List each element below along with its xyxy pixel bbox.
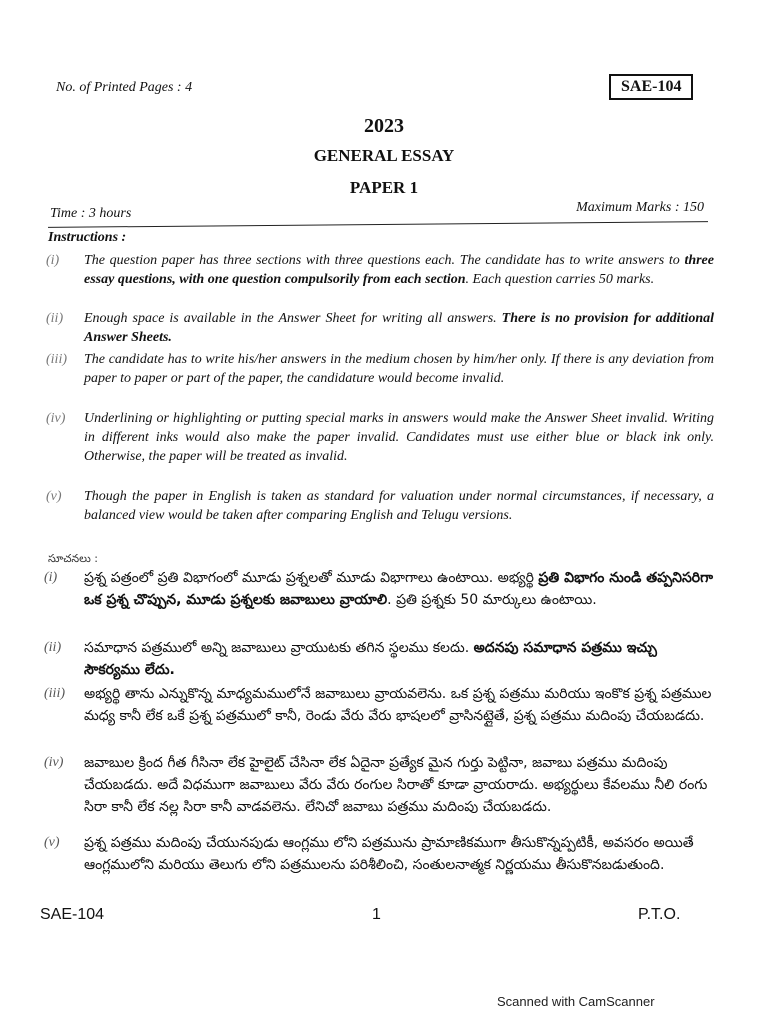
maximum-marks: Maximum Marks : 150 bbox=[576, 200, 704, 215]
telugu-item-number: (iii) bbox=[44, 686, 65, 701]
telugu-item-text bbox=[84, 637, 716, 681]
instruction-number: (i) bbox=[46, 253, 60, 268]
instruction-emphasis: three essay questions, with one question compulsorily from each section bbox=[84, 253, 714, 287]
telugu-item-2 bbox=[44, 637, 716, 681]
instruction-item-2 bbox=[46, 309, 714, 347]
telugu-item-3 bbox=[44, 683, 716, 727]
header-divider bbox=[48, 221, 708, 228]
instruction-text bbox=[84, 251, 714, 289]
instruction-emphasis: There is no provision for additional Answer Sheets. bbox=[84, 311, 715, 345]
time-allowed: Time : 3 hours bbox=[50, 206, 132, 221]
telugu-item-1 bbox=[44, 567, 716, 611]
telugu-text-part: . ప్రతి ప్రశ్నకు 50 మార్కులు ఉంటాయి. bbox=[387, 592, 597, 608]
scanner-watermark: Scanned with CamScanner bbox=[497, 994, 655, 1009]
telugu-emphasis: ప్రతి విభాగం నుండి తప్పనిసరిగా ఒక ప్రశ్న చొప్పున, మూడు ప్రశ్నలకు జవాబులు వ్రాయాలి bbox=[84, 570, 713, 608]
instruction-item-1 bbox=[46, 251, 714, 289]
telugu-text-part: సమాధాన పత్రములో అన్ని జవాబులు వ్రాయుటకు తగిన స్థలము కలదు. bbox=[84, 640, 474, 656]
telugu-item-text: ప్రశ్న పత్రము మదింపు చేయునపుడు ఆంగ్లము లోని పత్రమును ప్రామాణికముగా తీసుకొన్నప్పటికీ, అవసరం అయితే ఆంగ్లములోని మరియు తెలుగు లోని పత్రములను పరిశీలించి, సంతులనాత్మక నిర్ణయము తీసుకొనబడుతుంది. bbox=[84, 835, 694, 873]
instructions-heading: Instructions : bbox=[48, 230, 127, 245]
telugu-item-text bbox=[84, 567, 716, 611]
instruction-text: Though the paper in English is taken as standard for valuation under normal circumstances, if necessary, a balanced view would be taken after comparing English and Telugu versions. bbox=[84, 489, 714, 523]
instruction-number: (iv) bbox=[46, 411, 66, 426]
telugu-item-number: (iv) bbox=[44, 755, 64, 770]
telugu-item-text: జవాబుల క్రింద గీత గీసినా లేక హైలైట్ చేసినా లేక ఏదైనా ప్రత్యేక మైన గుర్తు పెట్టినా, జవాబు పత్రము మదింపు చేయబడదు. అదే విధముగా జవాబులు వేరు వేరు రంగుల సిరాతో కూడా వ్రాయరాదు. అభ్యర్థులు కేవలము నీలి రంగు సిరా కానీ లేక నల్ల సిరా కానీ వాడవలెను. లేనిచో జవాబు పత్రము మదింపు చేయబడదు. bbox=[84, 755, 708, 815]
instruction-item-3 bbox=[46, 350, 714, 388]
telugu-item-number: (ii) bbox=[44, 640, 62, 655]
instruction-text: Underlining or highlighting or putting special marks in answers would make the Answer Sheet invalid. Writing in different inks would also make the paper invalid. Candidates must use either blue or black ink only. Otherwise, the paper will be treated as invalid. bbox=[84, 411, 714, 464]
telugu-emphasis: అదనపు సమాధాన పత్రము ఇచ్చు సౌకర్యము లేదు. bbox=[84, 640, 657, 678]
instruction-number: (ii) bbox=[46, 311, 64, 326]
footer-paper-code: SAE-104 bbox=[40, 906, 105, 923]
instruction-item-4 bbox=[46, 409, 714, 466]
telugu-instructions-heading: సూచనలు : bbox=[48, 552, 98, 565]
paper-code-box: SAE-104 bbox=[609, 74, 693, 100]
paper-title: PAPER 1 bbox=[349, 178, 419, 197]
telugu-item-number: (v) bbox=[44, 835, 60, 850]
printed-pages-note: No. of Printed Pages : 4 bbox=[56, 80, 193, 95]
page-number: 1 bbox=[372, 906, 381, 923]
instruction-text bbox=[84, 309, 714, 347]
subject-title: GENERAL ESSAY bbox=[313, 146, 455, 165]
instruction-text-part: The question paper has three sections with three questions each. The candidate has to write answers to bbox=[84, 253, 685, 268]
telugu-item-5 bbox=[44, 832, 716, 876]
telugu-item-text: అభ్యర్థి తాను ఎన్నుకొన్న మాధ్యమములోనే జవాబులు వ్రాయవలెను. ఒక ప్రశ్న పత్రము మరియు ఇంకొక ప్రశ్న పత్రముల మధ్య కానీ లేక ఒకే ప్రశ్న పత్రములో కానీ, రెండు వేరు వేరు భాషలలో వ్రాసినట్లైతే, ప్రశ్న పత్రము మదింపు చేయబడదు. bbox=[84, 686, 712, 724]
telugu-item-4 bbox=[44, 752, 716, 818]
instruction-text-part: Enough space is available in the Answer Sheet for writing all answers. bbox=[84, 311, 502, 326]
instruction-text-part: . Each question carries 50 marks. bbox=[465, 272, 655, 287]
instruction-text: The candidate has to write his/her answers in the medium chosen by him/her only. If there is any deviation from paper to paper or part of the paper, the candidature would become invalid. bbox=[84, 352, 714, 386]
instruction-number: (v) bbox=[46, 489, 62, 504]
instruction-number: (iii) bbox=[46, 352, 67, 367]
exam-year: 2023 bbox=[364, 115, 404, 137]
telugu-text-part: ప్రశ్న పత్రంలో ప్రతి విభాగంలో మూడు ప్రశ్నలతో మూడు విభాగాలు ఉంటాయి. అభ్యర్థి bbox=[84, 570, 539, 586]
telugu-item-number: (i) bbox=[44, 570, 58, 585]
pto-label: P.T.O. bbox=[638, 906, 681, 923]
instruction-item-5 bbox=[46, 487, 714, 525]
